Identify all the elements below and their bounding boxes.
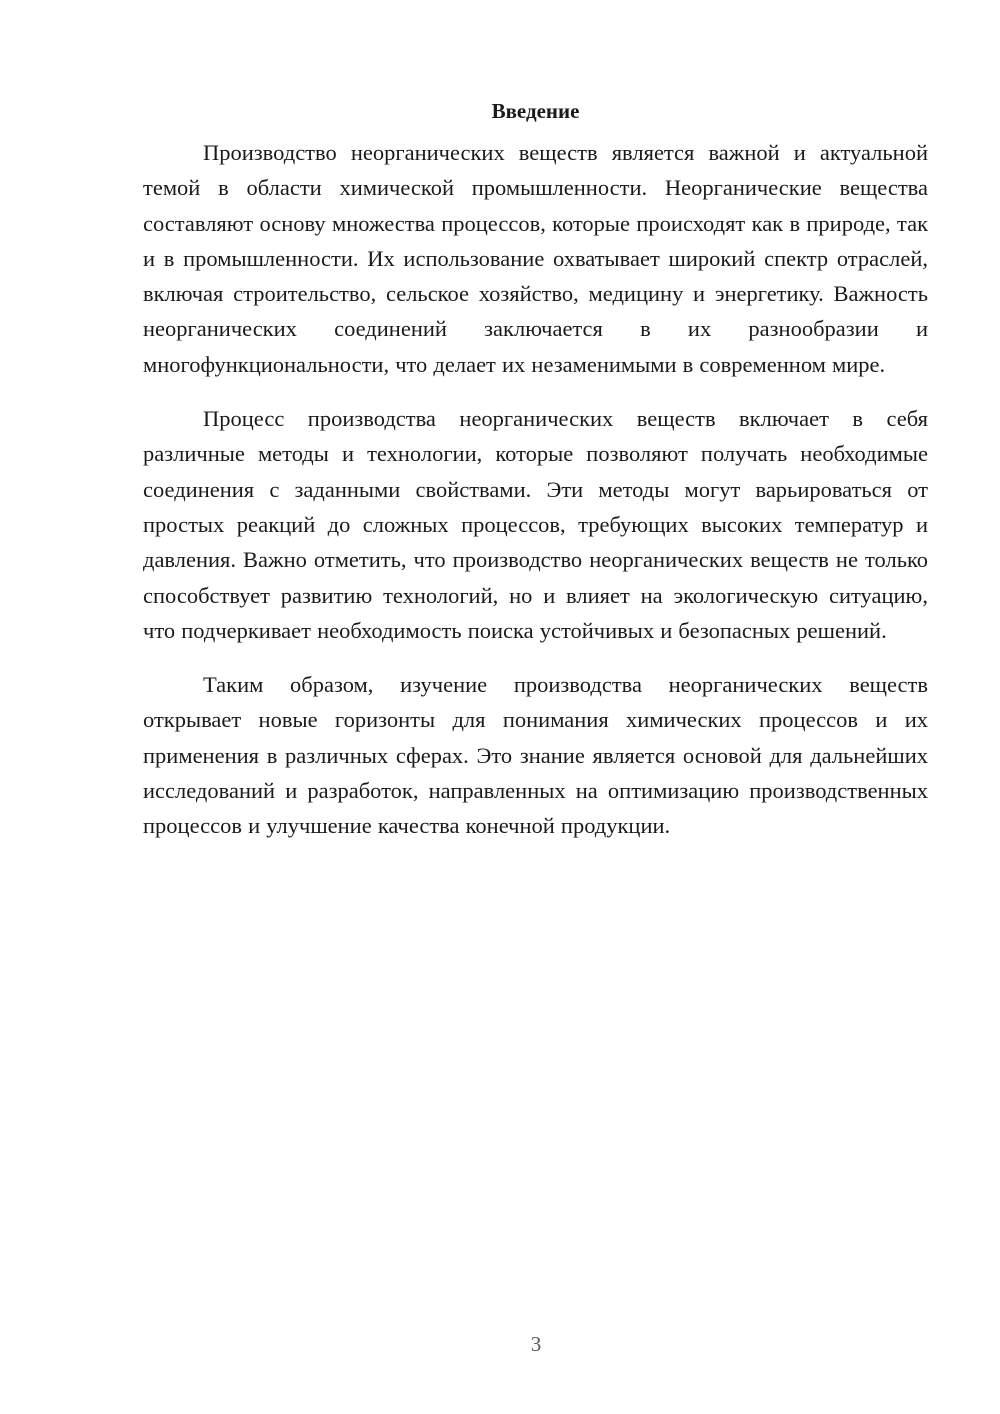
paragraph-1: Производство неорганических веществ является важной и актуальной темой в области химической промышленности. Неорганические вещества составляют основу множества процессов, которые происходят как в природе, так и в промышленности. Их использование охватывает широкий спектр отраслей, включая строительство, сельское хозяйство, медицину и энергетику. Важность неорганических соединений заключается в их разнообразии и многофункциональности, что делает их незаменимыми в современном мире. [143, 140, 928, 377]
section-title: Введение [491, 99, 580, 123]
page-content [143, 93, 928, 863]
paragraph-2: Процесс производства неорганических веществ включает в себя различные методы и технологии, которые позволяют получать необходимые соединения с заданными свойствами. Эти методы могут варьироваться от простых реакций до сложных процессов, требующих высоких температур и давления. Важно отметить, что производство неорганических веществ не только способствует развитию технологий, но и влияет на экологическую ситуацию, что подчеркивает необходимость поиска устойчивых и безопасных решений. [143, 406, 928, 643]
paragraph-3: Таким образом, изучение производства неорганических веществ открывает новые горизонты для понимания химических процессов и их применения в различных сферах. Это знание является основой для дальнейших исследований и разработок, направленных на оптимизацию производственных процессов и улучшение качества конечной продукции. [143, 672, 928, 839]
page-number: 3 [530, 1332, 542, 1356]
